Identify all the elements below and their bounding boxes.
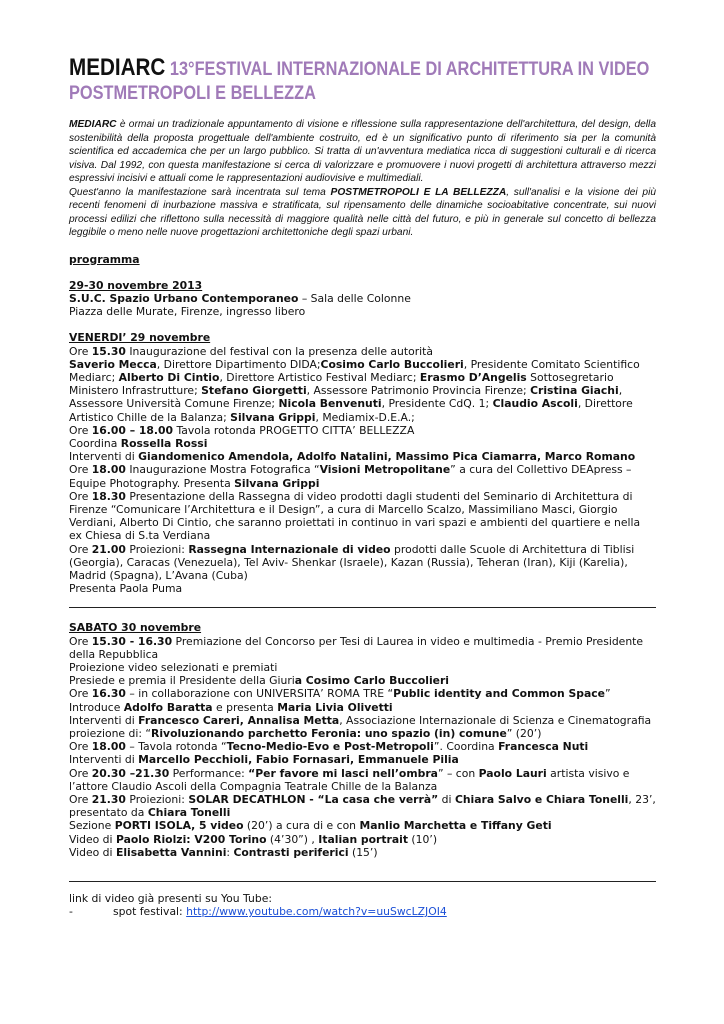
saturday-video-vannini: Video di Elisabetta Vannini: Contrasti periferici (15’) [69,845,378,859]
saturday-item-roundtable: Ore 18.00 – Tavola rotonda “Tecno-Medio-Evo e Post-Metropoli”. Coordina Francesca Nuti [69,740,589,754]
intro-paragraph-1 [69,118,656,186]
intro-theme: POSTMETROPOLI E LA BELLEZZA [330,186,507,198]
footer-divider [69,881,656,882]
saturday-projection-feronia: proiezione di: “Rivoluzionando parchetto Feronia: uno spazio (in) comune” (20’) [69,727,542,740]
saturday-item-award: Ore 15.30 - 16.30 Premiazione del Concorso per Tesi di Laurea in video e multimedia - Premio Presidente della Repubblica [69,634,644,661]
saturday-speakers-1: Interventi di Francesco Careri, Annalisa Metta, Associazione Internazionale di Scienza e Cinematografia [69,713,652,727]
festival-dates: 29-30 novembre 2013 [69,278,203,292]
saturday-item-performance: Ore 20.30 –21.30 Performance: “Per favore mi lasci nell’ombra” – con Paolo Lauri artista visivo e l’attore Claudio Ascoli della Compagnia Teatrale Chille de la Balanza [69,766,630,793]
brand-name: MEDIARC [69,54,166,81]
saturday-item-romatre: Ore 16.30 – in collaborazione con UNIVERSITA’ ROMA TRE “Public identity and Common Space” [69,687,611,701]
footer-intro: link di video già presenti su You Tube: [69,892,272,906]
saturday-heading: SABATO 30 novembre [69,621,202,635]
festival-title: 13°FESTIVAL INTERNAZIONALE DI ARCHITETTURA IN VIDEO [169,59,650,80]
section-divider [69,607,656,608]
footer-link-line [69,905,656,918]
friday-item-roundtable: Ore 16.00 – 18.00 Tavola rotonda PROGETTO CITTA’ BELLEZZA [69,423,415,437]
saturday-video-riolzi: Video di Paolo Riolzi: V200 Torino (4’30”) , Italian portrait (10’) [69,832,438,846]
venue-name: S.U.C. Spazio Urbano Contemporaneo [69,291,299,305]
intro-section [69,118,656,240]
festival-subtitle: POSTMETROPOLI E BELLEZZA [69,83,316,104]
venue-line [69,292,656,305]
footer-link-label: spot festival: [113,905,187,919]
footer-dash: - [69,905,73,919]
intro-paragraph-2 [69,186,656,240]
intro-text-2a: Quest'anno la manifestazione sarà incentrata sul tema [69,186,331,198]
friday-speakers: Interventi di Giandomenico Amendola, Adolfo Natalini, Massimo Pica Ciamarra, Marco Romano [69,450,636,464]
program-body [69,253,656,919]
venue-room: – Sala delle Colonne [298,291,411,305]
document-page [69,56,656,918]
friday-coordinator: Coordina Rossella Rossi [69,436,208,450]
friday-heading: VENERDI’ 29 novembre [69,331,211,345]
saturday-item-solar: Ore 21.30 Proiezioni: SOLAR DECATHLON - “La casa che verrà” di Chiara Salvo e Chiara Tonelli, 23’, presentato da Chiara Tonelli [69,793,656,820]
friday-authorities: Saverio Mecca, Direttore Dipartimento DIDA;Cosimo Carlo Buccolieri, Presidente Comitato Scientifico Mediarc; Alberto Di Cintio, Direttore Artistico Festival Mediarc; Erasmo D’Angelis Sottosegretario Ministero Infrastrutture; Stefano Giorgetti, Assessore Patrimonio Provincia Firenze; Cristina Giachi, Assessore Università Comune Firenze; Nicola Benvenuti, Presidente CdQ. 1; Claudio Ascoli, Direttore Artistico Chille de la Balanza; Silvana Grippi, Mediamix-D.E.A.; [69,357,640,424]
friday-item-exhibition: Ore 18.00 Inaugurazione Mostra Fotografica “Visioni Metropolitane” a cura del Collettivo DEApress – Equipe Photography. Presenta Silvana Grippi [69,463,632,490]
saturday-porti-isola: Sezione PORTI ISOLA, 5 video (20’) a cura di e con Manlio Marchetta e Tiffany Geti [69,819,552,833]
saturday-jury: Presiede e premia il Presidente della Giuria Cosimo Carlo Buccolieri [69,674,450,688]
saturday-introduce: Introduce Adolfo Baratta e presenta Maria Livia Olivetti [69,700,393,714]
document-title [69,56,662,81]
friday-item-opening: Ore 15.30 Inaugurazione del festival con la presenza delle autorità [69,344,434,358]
programma-heading: programma [69,252,140,266]
intro-brand: MEDIARC [69,119,117,130]
saturday-speakers-2: Interventi di Marcello Pecchioli, Fabio Fornasari, Emmanuele Pilia [69,753,459,767]
friday-item-videos: Ore 18.30 Presentazione della Rassegna di video prodotti dagli studenti del Seminario di Architettura di Firenze “Comunicare l’Architettura e il Design”, a cura di Marcello Scalzo, Massimiliano Masci, Giorgio Verdiani, Alberto Di Cintio, che saranno proiettati in continuo in vari spazi e ambienti del quartiere e nella ex Chiesa di S.ta Verdiana [69,489,641,543]
friday-item-screenings: Ore 21.00 Proiezioni: Rassegna Internazionale di video prodotti dalle Scuole di Architettura di Tiblisi (Georgia), Caracas (Venezuela), Tel Aviv- Shenkar (Israele), Kazan (Russia), Teheran (Iran), Kiji (Karelia), Madrid (Spagna), L’Avana (Cuba) [69,542,635,582]
youtube-link[interactable]: http://www.youtube.com/watch?v=uuSwcLZJOI4 [186,905,447,919]
venue-address: Piazza delle Murate, Firenze, ingresso libero [69,305,306,319]
intro-text-2b: , sull'analisi e la visione dei più recenti fenomeni di inurbazione massiva e stratificata, sul ripensamento delle dinamiche socioabitative concentrate, sui nuovi processi edilizi che riflettono sulla necessità di maggiore qualità nelle città del futuro, e più in generale sul concetto di bellezza leggibile o meno nelle nuove progettazioni architettoniche degli spazi urbani. [69,186,657,238]
friday-presenter: Presenta Paola Puma [69,582,183,596]
saturday-projection: Proiezione video selezionati e premiati [69,660,278,674]
intro-text-1: è ormai un tradizionale appuntamento di visione e riflessione sulla rappresentazione dell'architettura, del design, della sostenibilità della proposta progettuale dell'ambiente costruito, ed è un significativo punto di riferimento sia per la comunità scientifica ed accademica che per un largo pubblico. Si tratta di un'avventura mediatica ricca di suggestioni culturali e di ricerca visiva. Dal 1992, con questa manifestazione si cerca di valorizzare e promuovere i nuovi progetti di architettura attraverso mezzi espressivi incisivi e attuali come le rappresentazioni audiovisive e multimediali. [69,119,656,184]
